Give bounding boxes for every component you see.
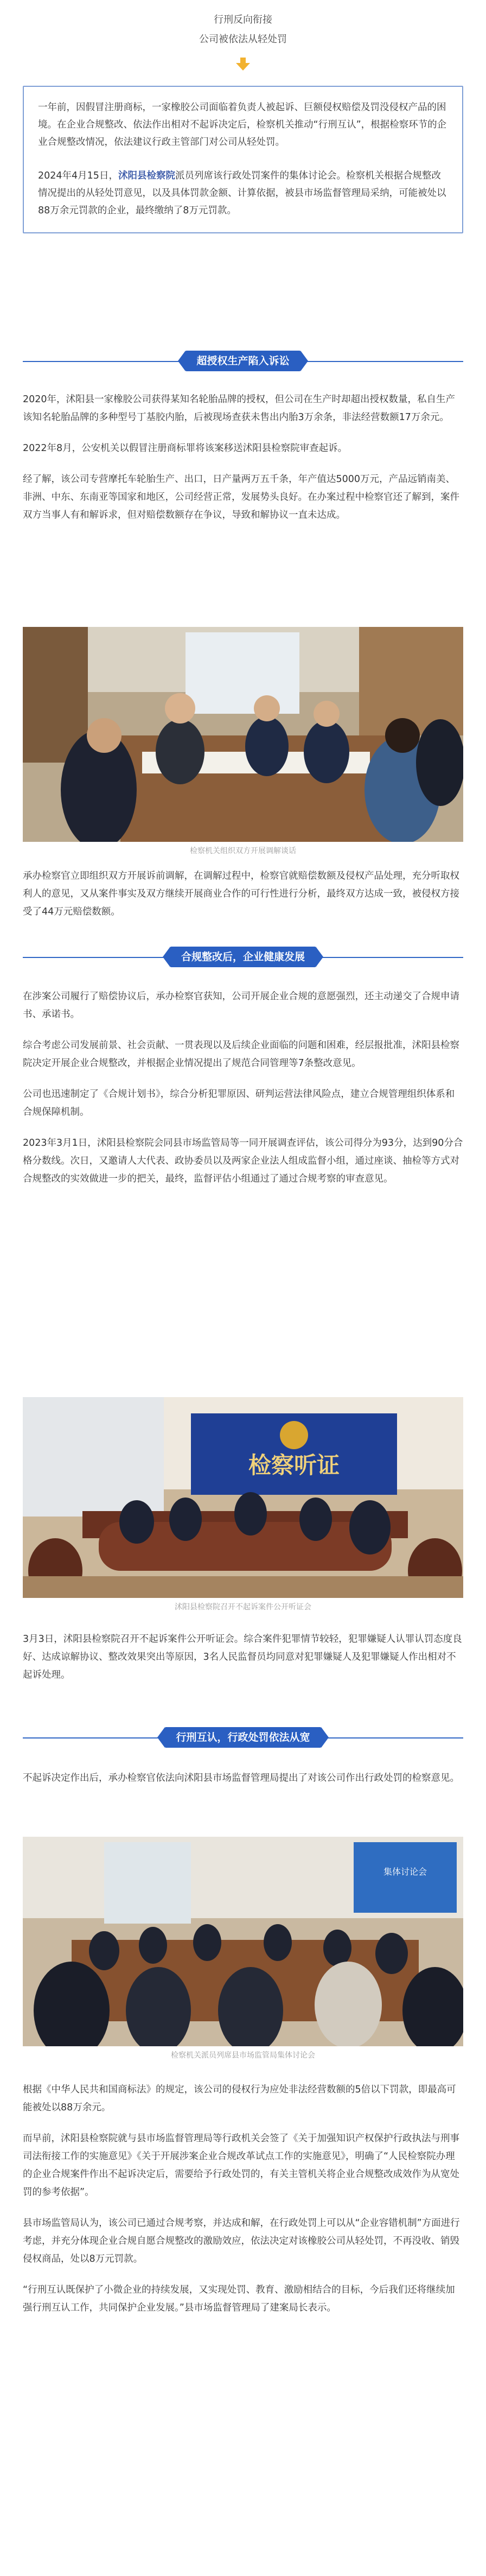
header-line-1: 行刑反向衔接: [214, 14, 272, 26]
section-2-title: 合规整改后，企业健康发展: [170, 947, 316, 967]
section-3-banner: [0, 1725, 486, 1750]
section-2-body: [0, 988, 486, 1188]
intro-org-highlight: 沭阳县检察院: [118, 170, 175, 181]
section-2-paragraph-4: 2023年3月1日，沭阳县检察院会同县市场监管局等一同开展调查评估，该公司得分为93分，达到90分合格分数线。次日，又邀请人大代表、政协委员以及两家企业法人组成监督小组，通过座谈、抽检等方式对合规整改的实效做进一步的把关，最终，监督评估小组通过了通过合规考察的审查意见。: [23, 1138, 463, 1184]
section-1-paragraph-1: 2020年，沭阳县一家橡胶公司获得某知名轮胎品牌的授权，但公司在生产时却超出授权数量，私自生产该知名轮胎品牌的多种型号丁基胶内胎，后被现场查获未售出内胎3万余条，非法经营数额17万余元。: [23, 394, 456, 423]
photo-caption-3: 检察机关派员列席县市场监管局集体讨论会: [171, 2051, 315, 2060]
section-2-paragraph-1: 在涉案公司履行了赔偿协议后，承办检察官获知，公司开展企业合规的意愿强烈，还主动递交了合规申请书、承诺书。: [23, 991, 459, 1020]
discussion-meeting-photo: [23, 1837, 463, 2046]
section-3-after-paragraph-3: 县市场监管局认为，该公司已通过合规考察，并达成和解，在行政处罚上可以从“企业容错机制”方面进行考虑，并充分体现企业合规自愿合规整改的激励效应，依法决定对该橡胶公司从轻处罚，不再没收、销毁侵权商品，处以8万元罚款。: [23, 2218, 460, 2264]
section-3-after-paragraph-1: 根据《中华人民共和国商标法》的规定，该公司的侵权行为应处非法经营数额的5倍以下罚款，即最高可能被处以88万余元。: [23, 2084, 456, 2113]
intro-paragraph-1: 一年前，因假冒注册商标，一家橡胶公司面临着负责人被起诉、巨额侵权赔偿及罚没侵权产品的困境。在企业合规整改、依法作出相对不起诉决定后，检察机关推动“行刑互认”，根据检察环节的企业合规整改情况，依法建议行政主管部门对公司从轻处罚。: [38, 102, 447, 148]
section-2-banner: [0, 944, 486, 969]
svg-text:集体讨论会: 集体讨论会: [383, 1867, 427, 1877]
section-1-after: [0, 867, 486, 921]
section-3-body: [0, 1769, 486, 1787]
intro-paragraph-2: [38, 167, 448, 219]
intro-paragraph-2-rest: 派员列席该行政处罚案件的集体讨论会。检察机关根据合规整改情况提出的从轻处罚意见，以及具体罚款金额、计算依据，被县市场监督管理局采纳，可能被处以88万余元罚款的企业，最终缴纳了8万元罚款。: [38, 170, 446, 216]
intro-date: 2024年4月15日，: [38, 170, 118, 181]
section-1-after-paragraph: 承办检察官立即组织双方开展诉前调解，在调解过程中，检察官就赔偿数额及侵权产品处理，充分听取权利人的意见，又从案件事实及双方继续开展商业合作的可行性进行分析，最终双方达成一致，被侵权方接受了44万元赔偿数额。: [23, 871, 459, 917]
section-1-body: [0, 391, 486, 524]
section-1-paragraph-2: 2022年8月，公安机关以假冒注册商标罪将该案移送沭阳县检察院审查起诉。: [23, 443, 348, 454]
section-1-paragraph-3: 经了解，该公司专营摩托车轮胎生产、出口，日产量两万五千条，年产值达5000万元，产品远销南美、非洲、中东、东南亚等国家和地区，公司经营正常，发展势头良好。在办案过程中检察官还了解到，案件双方当事人有和解诉求，但对赔偿数额存在争议，导致和解协议一直未达成。: [23, 474, 459, 521]
header-line-2: 公司被依法从轻处罚: [199, 34, 287, 45]
hearing-photo: [23, 1397, 463, 1598]
section-3-title: 行刑互认，行政处罚依法从宽: [165, 1727, 321, 1748]
section-2-after: [0, 1630, 486, 1684]
section-2-paragraph-3: 公司也迅速制定了《合规计划书》，综合分析犯罪原因、研判运营法律风险点，建立合规管理组织体系和合规保障机制。: [23, 1089, 455, 1118]
section-3-photo-block: [0, 1837, 486, 2060]
section-1-title: 超授权生产陷入诉讼: [186, 351, 300, 371]
section-3-paragraph-1: 不起诉决定作出后，承办检察官依法向沭阳县市场监督管理局提出了对该公司作出行政处罚的检察意见。: [23, 1773, 459, 1784]
intro-section: [0, 86, 486, 233]
header: [0, 12, 486, 71]
section-2-after-paragraph: 3月3日，沭阳县检察院召开不起诉案件公开听证会。综合案件犯罪情节较轻，犯罪嫌疑人认罪认罚态度良好、达成谅解协议、整改效果突出等原因，3名人民监督员均同意对犯罪嫌疑人及犯罪嫌疑人作出相对不起诉处理。: [23, 1634, 462, 1680]
arrow-down-icon: [0, 58, 486, 71]
intro-box: [23, 86, 463, 233]
section-3-after-paragraph-4: “行刑互认既保护了小微企业的持续发展，又实现处罚、教育、激励相结合的目标，今后我们还将继续加强行刑互认工作，共同保护企业发展。”县市场监督管理局了建案局长表示。: [23, 2285, 455, 2313]
photo-caption-1: 检察机关组织双方开展调解谈话: [190, 847, 296, 855]
section-1-banner: [0, 348, 486, 373]
section-1-photo-block: [0, 627, 486, 856]
section-2-photo-block: [0, 1397, 486, 1612]
photo-caption-2: 沭阳县检察院召开不起诉案件公开听证会: [175, 1603, 311, 1611]
mediation-meeting-photo: [23, 627, 463, 842]
section-3-after-paragraph-2: 而早前，沭阳县检察院就与县市场监督管理局等行政机关会签了《关于加强知识产权保护行政执法与刑事司法衔接工作的实施意见》《关于开展涉案企业合规改革试点工作的实施意见》，明确了“人民检察院办理的企业合规案件作出不起诉决定后，需要给予行政处罚的，有关主管机关将企业合规整改成效作为从宽处罚的参考依据”。: [23, 2133, 459, 2198]
section-2-paragraph-2: 综合考虑公司发展前景、社会贡献、一贯表现以及后续企业面临的问题和困难，经层报批准，沭阳县检察院决定开展企业合规整改，并根据企业情况提出了规范合同管理等7条整改意见。: [23, 1040, 459, 1069]
section-3-after: [0, 2081, 486, 2317]
svg-text:检察听证: 检察听证: [248, 1452, 340, 1479]
